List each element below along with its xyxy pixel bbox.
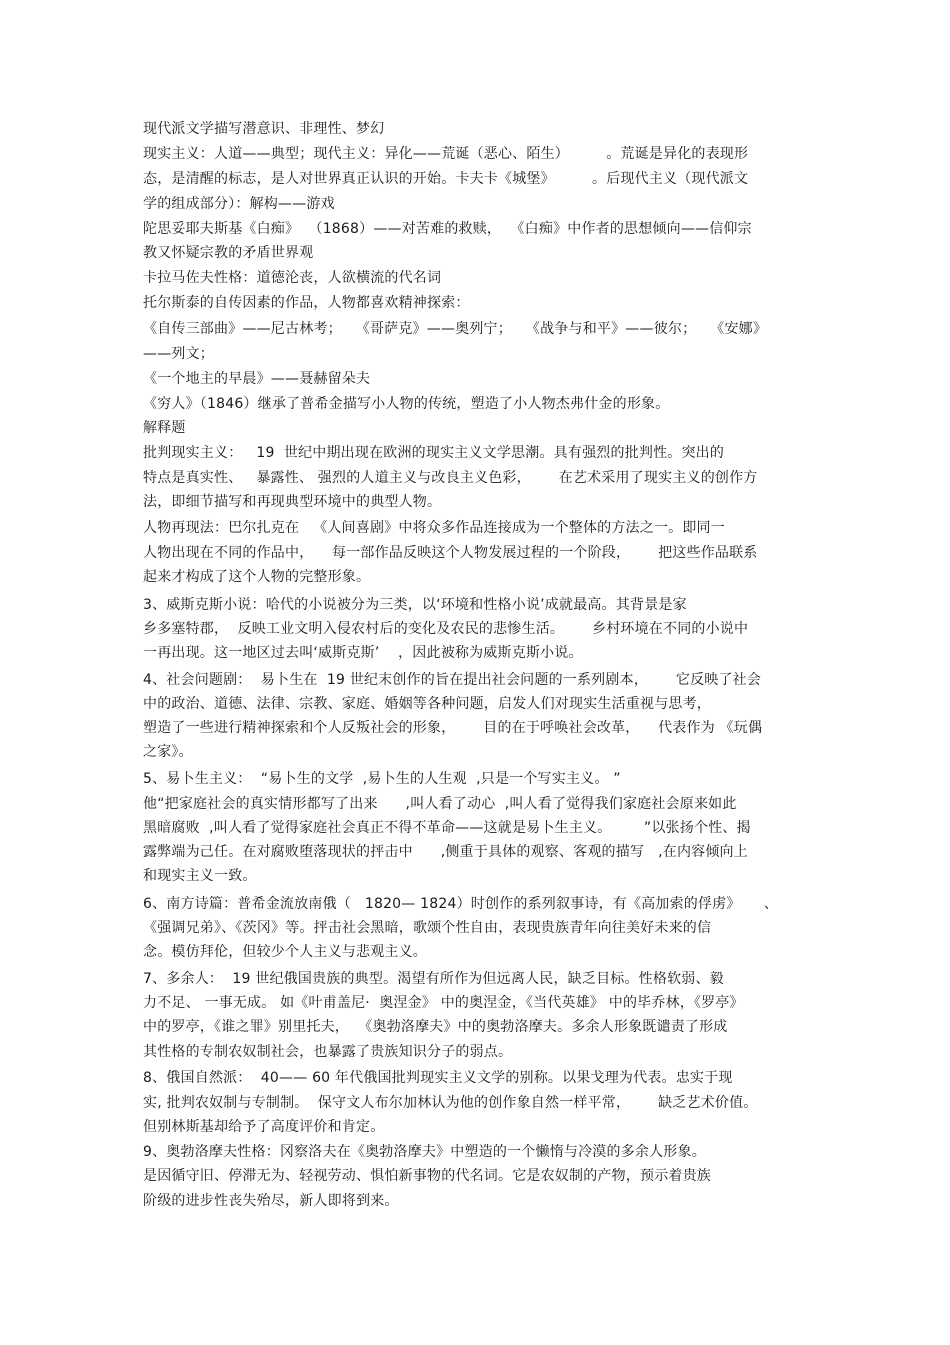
text-line: 现实主义：人道——典型；现代主义：异化——荒诞（恶心、陌生） 。荒诞是异化的表现形 [143,146,749,162]
text-line: 乡多塞特郡， 反映工业文明入侵农村后的变化及农民的悲惨生活。 乡村环境在不同的小说中 [143,621,749,637]
text-line: 《穷人》（1846）继承了普希金描写小人物的传统，塑造了小人物杰弗什金的形象。 [143,396,670,412]
text-line: 是因循守旧、停滞无为、轻视劳动、惧怕新事物的代名词。它是农奴制的产物，预示着贵族 [143,1168,711,1184]
text-line: 《自传三部曲》——尼古林考； 《哥萨克》——奥列宁； 《战争与和平》——彼尔； 《安娜》 [143,321,768,337]
text-line: 其性格的专制农奴制社会，也暴露了贵族知识分子的弱点。 [143,1044,513,1060]
text-line: 起来才构成了这个人物的完整形象。 [143,569,371,585]
text-line: 学的组成部分）：解构——游戏 [143,196,335,212]
text-line: 之家》。 [143,744,193,760]
text-line: 但别林斯基却给予了高度评价和肯定。 [143,1119,385,1135]
text-line: 批判现实主义： 19 世纪中期出现在欧洲的现实主义文学思潮。具有强烈的批判性。突出的 [143,445,725,461]
text-line: 一再出现。这一地区过去叫‘威斯克斯’ ，因此被称为威斯克斯小说。 [143,645,583,661]
text-line: 阶级的进步性丧失殆尽，新人即将到来。 [143,1193,399,1209]
text-line: 实, 批判农奴制与专制制。 保守文人布尔加林认为他的创作象自然一样平常， 缺乏艺术价值。 [143,1095,758,1111]
text-line: 教又怀疑宗教的矛盾世界观 [143,245,314,261]
text-line: 中的政治、道德、法律、宗教、家庭、婚姻等各种问题，启发人们对现实生活重视与思考， [143,696,711,712]
text-line: 中的罗亭，《谁之罪》别里托夫， 《奥勃洛摩夫》中的奥勃洛摩夫。多余人形象既谴责了形成 [143,1019,728,1035]
text-line: 力不足、 一事无成。 如《叶甫盖尼· 奥涅金》 中的奥涅金，《当代英雄》 中的毕乔林，《罗亭》 [143,995,744,1011]
text-line: 8、俄国自然派： 40—— 60 年代俄国批判现实主义文学的别称。以果戈理为代表。忠实于现 [143,1070,733,1086]
text-line: 卡拉马佐夫性格：道德沦丧，人欲横流的代名词 [143,270,442,286]
text-line: 他“把家庭社会的真实情形都写了出来 ,叫人看了动心 ,叫人看了觉得我们家庭社会原来如此 [143,796,737,812]
text-line: 塑造了一些进行精神探索和个人反叛社会的形象， 目的在于呼唤社会改革， 代表作为 《玩偶 [143,720,763,736]
text-line: 6、南方诗篇：普希金流放南俄（ 1820— 1824）时创作的系列叙事诗，有《高加索的俘虏》 、 [143,896,779,912]
text-line: ——列文； [143,346,214,362]
text-line: 托尔斯泰的自传因素的作品，人物都喜欢精神探索： [143,295,470,311]
text-line: 4、社会问题剧： 易卜生在 19 世纪末创作的旨在提出社会问题的一系列剧本， 它反映了社会 [143,672,762,688]
text-line: 露弊端为己任。在对腐败堕落现状的抨击中 ,侧重于具体的观察、客观的描写 ,在内容倾向上 [143,844,748,860]
text-line: 《强调兄弟》、《茨冈》等。抨击社会黑暗，歌颂个性自由，表现贵族青年向往美好未来的信 [143,920,712,936]
text-line: 3、威斯克斯小说：哈代的小说被分为三类，以‘环境和性格小说’成就最高。其背景是家 [143,597,687,613]
text-line: 特点是真实性、 暴露性、 强烈的人道主义与改良主义色彩， 在艺术采用了现实主义的创作方 [143,470,758,486]
text-line: 解释题 [143,420,186,436]
text-line: 人物出现在不同的作品中， 每一部作品反映这个人物发展过程的一个阶段， 把这些作品联系 [143,545,758,561]
text-line: 法，即细节描写和再现典型环境中的典型人物。 [143,494,442,510]
text-line: 念。模仿拜伦，但较少个人主义与悲观主义。 [143,944,427,960]
text-line: 黑暗腐败 ,叫人看了觉得家庭社会真正不得不革命——这就是易卜生主义。 ”以张扬个性、揭 [143,820,751,836]
text-line: 现代派文学描写潜意识、非理性、梦幻 [143,121,385,137]
text-line: 《一个地主的早晨》——聂赫留朵夫 [143,371,371,387]
text-line: 7、多余人： 19 世纪俄国贵族的典型。渴望有所作为但远离人民，缺乏目标。性格软弱、毅 [143,971,724,987]
text-line: 态，是清醒的标志，是人对世界真正认识的开始。卡夫卡《城堡》 。后现代主义（现代派文 [143,171,749,187]
text-line: 人物再现法：巴尔扎克在 《人间喜剧》中将众多作品连接成为一个整体的方法之一。即同一 [143,520,725,536]
text-line: 和现实主义一致。 [143,868,257,884]
text-line: 9、奥勃洛摩夫性格：冈察洛夫在《奥勃洛摩夫》中塑造的一个懒惰与冷漠的多余人形象。 [143,1144,706,1160]
text-line: 5、易卜生主义： “易卜生的文学 ,易卜生的人生观 ,只是一个写实主义。 ” [143,771,621,787]
text-line: 陀思妥耶夫斯基《白痴》 （1868）——对苦难的救赎， 《白痴》中作者的思想倾向——信仰宗 [143,221,752,237]
